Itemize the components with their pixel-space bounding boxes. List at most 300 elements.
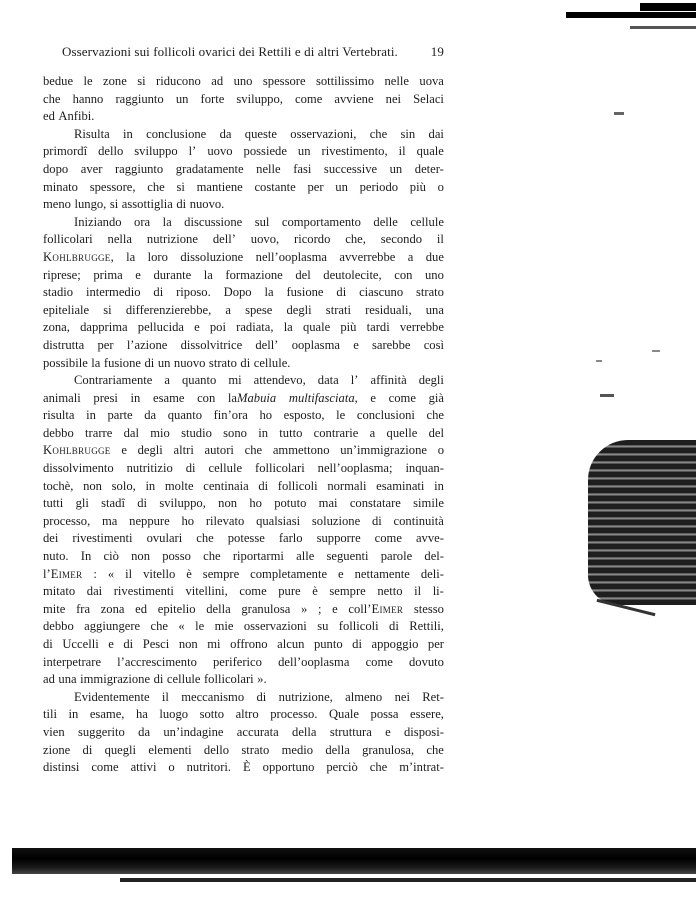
word: di (336, 285, 347, 300)
word: di (389, 619, 399, 634)
text-line (43, 425, 444, 443)
word: esaminati (376, 478, 425, 493)
word: fusione (286, 285, 324, 300)
word: medio (281, 742, 314, 757)
word: a (225, 302, 231, 317)
word: in (434, 478, 444, 493)
text-line (43, 495, 444, 513)
word: è (186, 566, 192, 581)
word: alcun (277, 637, 305, 651)
word: poi (209, 320, 226, 335)
word: l’ (350, 373, 359, 388)
word: le (83, 74, 93, 88)
word: follicoli (338, 619, 379, 634)
word: quanto (167, 408, 202, 423)
word: che (150, 619, 168, 634)
word: almeno (345, 689, 383, 704)
text-line (43, 161, 444, 179)
word: » (300, 601, 308, 616)
text-line (43, 179, 444, 197)
word: sviluppo, (159, 496, 206, 511)
text-line (43, 601, 444, 619)
word: per (307, 179, 324, 194)
word: avve- (415, 531, 444, 546)
word: supporre (316, 531, 361, 546)
word: e (353, 337, 359, 352)
text-line (43, 706, 444, 724)
word: Evidentemente (74, 689, 150, 704)
word: residuali, (365, 302, 412, 317)
word: Iniziando (74, 214, 122, 229)
word: m’intrat- (399, 760, 444, 775)
text-line (43, 407, 444, 425)
text-line (43, 654, 444, 672)
word: ricordo (294, 232, 331, 247)
word: assottiglia (121, 197, 173, 212)
word: di (371, 513, 382, 528)
word: sviluppo (134, 144, 178, 159)
word: non (218, 496, 238, 511)
word: rivestimento, (321, 144, 388, 159)
word: nutritizio (126, 461, 173, 476)
word: l’ (188, 144, 197, 159)
word: non (178, 637, 198, 651)
word: « (107, 566, 115, 581)
word: appoggio (371, 637, 419, 651)
scan-artifact-mark-3 (652, 350, 660, 352)
word: riportarmi (232, 549, 284, 564)
word: già (428, 390, 444, 405)
word: il (414, 584, 422, 599)
word: esame (152, 390, 185, 405)
word: altri (173, 443, 194, 458)
word: osservazioni (243, 619, 307, 634)
word: presi (93, 390, 118, 405)
word: strato (208, 355, 237, 370)
word: lungo, (74, 197, 107, 212)
word: trarre (85, 425, 113, 440)
scan-artifact-mark (614, 112, 624, 115)
text-line (43, 302, 444, 320)
word: deli- (420, 566, 444, 581)
word: mi (228, 373, 242, 388)
word: tutti (43, 496, 64, 511)
word: nutrizione (146, 232, 198, 247)
word: di (82, 742, 93, 757)
word: nettamente (354, 566, 410, 581)
word: potesse (227, 531, 265, 546)
word: un’indagine (163, 724, 224, 739)
word: di (256, 689, 267, 704)
word: che (426, 408, 444, 423)
word: ed (135, 601, 148, 616)
text-line (43, 478, 444, 496)
word: sempre (329, 584, 366, 599)
word: Anfibi. (58, 109, 95, 124)
word: elementi (148, 742, 192, 757)
word: uno (425, 267, 444, 282)
word: autori (204, 443, 234, 458)
word: rilevato (205, 513, 245, 528)
word: Rettili, (409, 619, 444, 634)
word: così (423, 337, 444, 352)
word: in (130, 390, 141, 405)
text-line (43, 724, 444, 742)
word: suggerito (77, 724, 125, 739)
word: da (144, 408, 157, 423)
word: a (369, 425, 376, 440)
word: di (176, 197, 187, 212)
word: laMabuia (227, 390, 277, 405)
word: un (157, 355, 171, 370)
word: la (162, 214, 172, 229)
text-line (43, 196, 444, 214)
word: la (203, 267, 213, 282)
word: spessore (262, 74, 306, 88)
scan-artifact-top-right-3 (630, 26, 696, 29)
text-line (43, 249, 444, 267)
word: conclusione (146, 126, 207, 141)
word: sin (400, 126, 416, 141)
word: forte (200, 91, 225, 106)
word: raggiunto (115, 91, 164, 106)
word: tutto (279, 425, 303, 440)
word: più (340, 320, 357, 335)
word: debbo (43, 425, 74, 440)
word: possibile (43, 355, 88, 370)
text-line (43, 742, 444, 760)
text-line (43, 108, 444, 126)
word: esame, (89, 707, 125, 722)
word: tardi (366, 320, 390, 335)
word: quale (416, 144, 444, 159)
word: alle (296, 549, 315, 564)
word: tochè, (43, 478, 74, 493)
word: discussione (184, 214, 243, 229)
word: si (137, 74, 146, 88)
word: bedue (43, 74, 74, 88)
word: successive (323, 161, 378, 176)
word: ciò (103, 549, 119, 564)
word: come (374, 531, 402, 546)
word: interpetrare (43, 654, 102, 669)
word: che (43, 91, 61, 106)
word: e (121, 443, 127, 458)
word: ciascuno (359, 285, 404, 300)
word: uno (233, 74, 253, 88)
word: mi (207, 637, 221, 651)
word: « (178, 619, 185, 634)
word: cellule (410, 214, 444, 229)
word: comportamento (281, 214, 361, 229)
word: di (352, 637, 362, 651)
word: ; (317, 601, 322, 616)
word: degli (286, 302, 312, 317)
word: follicolari (43, 232, 93, 247)
word: follicolari (255, 461, 305, 476)
word: qualsiasi (256, 513, 301, 528)
word: l’accrescimento (117, 654, 197, 669)
word: zona, (43, 320, 70, 335)
word: durante (153, 267, 192, 282)
word: secondo (380, 232, 423, 247)
word: di (144, 355, 155, 370)
word: ho (259, 408, 273, 423)
word: in (68, 707, 79, 722)
word: di (153, 672, 164, 687)
word: la (91, 355, 101, 370)
word: quale (302, 320, 331, 335)
word: nelle (384, 74, 409, 88)
word: constatare (349, 496, 401, 511)
text-line (43, 636, 444, 654)
text-line (43, 390, 444, 408)
word: in (145, 478, 156, 493)
word: sul (254, 214, 270, 229)
word: farlo (278, 531, 303, 546)
word: un (297, 144, 311, 159)
word: del- (424, 549, 444, 564)
word: che (147, 179, 165, 194)
word: sono (223, 425, 247, 440)
word: conclusioni (356, 408, 415, 423)
word: debbo (43, 619, 74, 634)
word: è (312, 584, 318, 599)
word: più (409, 179, 426, 194)
word: fra (76, 601, 91, 616)
word: ooplasma (291, 337, 340, 352)
word: in (123, 126, 133, 141)
word: come (365, 654, 393, 669)
word: di (153, 285, 164, 300)
word: prima (93, 267, 123, 282)
word: queste (244, 126, 277, 141)
body-text (43, 73, 444, 777)
text-line (43, 73, 444, 91)
word: dissolvitrice (180, 337, 243, 352)
word: accurata (236, 724, 279, 739)
word: riprese; (43, 267, 81, 282)
word: del (428, 425, 444, 440)
word: solo, (111, 478, 136, 493)
word: luogo (159, 707, 189, 722)
text-line (43, 143, 444, 161)
word: una (425, 302, 444, 317)
word: cellule. (253, 355, 291, 370)
word: per (427, 637, 444, 651)
scan-artifact-mark-4 (600, 394, 614, 397)
word: aver (80, 161, 103, 176)
word: Pesci (142, 637, 170, 651)
word: dell’ (212, 232, 236, 247)
word: della (206, 601, 231, 616)
page-number: 19 (430, 44, 444, 59)
word: meno (43, 197, 71, 212)
word: su (317, 619, 329, 634)
word: e (108, 637, 114, 651)
text-line (43, 460, 444, 478)
text-line (43, 284, 444, 302)
word: Quale (328, 707, 360, 722)
text-line (43, 566, 444, 584)
scan-bleed-through (588, 440, 696, 605)
word: o (437, 179, 444, 194)
word: in (258, 425, 269, 440)
word: offrono (230, 637, 268, 651)
word: nuovo. (189, 197, 225, 212)
word: In (80, 549, 92, 564)
word: simile (413, 496, 444, 511)
word: quegli (104, 742, 137, 757)
word: Kohlbrugge (43, 443, 111, 458)
word: meccanismo (181, 689, 245, 704)
word: verrebbe (399, 320, 444, 335)
word: hanno (72, 91, 104, 106)
text-line (43, 548, 444, 566)
word: riposo. (176, 285, 211, 300)
word: zione (43, 742, 71, 757)
word: a (164, 373, 170, 388)
word: nei (385, 91, 402, 106)
text-line (43, 689, 444, 707)
word: granulosa, (362, 742, 415, 757)
word: struttura (329, 724, 372, 739)
word: zona (100, 601, 125, 616)
word: risulta (43, 408, 75, 423)
word: opportuno (262, 760, 315, 775)
word: nelle (256, 161, 281, 176)
word: distrutta (43, 337, 85, 352)
text-line (43, 372, 444, 390)
word: multifasciata, (288, 390, 358, 405)
word: il (398, 144, 406, 159)
word: deutolecite, (323, 267, 382, 282)
word: rivestimenti (113, 584, 174, 599)
word: di (185, 461, 196, 476)
word: che (426, 742, 444, 757)
word: Kohlbrugge, (43, 249, 114, 264)
word: nuovo (173, 355, 206, 370)
word: ammettono (272, 443, 330, 458)
word: contrarie (313, 425, 359, 440)
word: si (176, 179, 185, 194)
running-title: Osservazioni sui follicoli ovarici dei Rettili e di altri Vertebrati. (62, 44, 398, 59)
word: uovo (207, 144, 233, 159)
word: li- (432, 584, 444, 599)
text-line (43, 91, 444, 109)
word: mantiene (196, 179, 243, 194)
word: strati (325, 302, 351, 317)
word: altro (235, 707, 259, 722)
word: le (195, 619, 205, 634)
word: data (317, 373, 339, 388)
text-line (43, 319, 444, 337)
word: e (332, 601, 338, 616)
word: netto (377, 584, 403, 599)
word: continuità (393, 513, 444, 528)
word: si (103, 302, 112, 317)
word: osservazioni, (290, 126, 357, 141)
word: possiede (243, 144, 287, 159)
word: spessore, (89, 179, 136, 194)
word: deter- (414, 161, 444, 176)
word: cellule (166, 672, 201, 687)
word: a (407, 249, 414, 264)
word: completamente (250, 566, 328, 581)
word: disposi- (404, 724, 444, 739)
word: fasi (293, 161, 312, 176)
word: epitelio (157, 601, 196, 616)
word: È (243, 760, 251, 775)
word: spese (245, 302, 273, 317)
text-line (43, 671, 444, 689)
word: ad (43, 672, 55, 687)
text-line (43, 231, 444, 249)
word: neppure (129, 513, 170, 528)
word: ho (181, 513, 195, 528)
word: la (264, 285, 274, 300)
word: quelle (386, 425, 418, 440)
word: rivestimenti (72, 531, 133, 546)
word: il (125, 566, 133, 581)
word: della (292, 724, 317, 739)
word: che (244, 443, 263, 458)
word: di (258, 478, 269, 493)
word: raggiunto (114, 161, 164, 176)
text-line (43, 355, 444, 373)
word: coll’Eimer (348, 601, 404, 616)
word: le (336, 408, 346, 423)
word: che (196, 531, 214, 546)
word: ovulari (146, 531, 183, 546)
text-line (43, 583, 444, 601)
word: il (161, 689, 169, 704)
word: Ret- (422, 689, 444, 704)
word: nei (394, 689, 410, 704)
word: e (135, 267, 141, 282)
word: di (240, 355, 251, 370)
word: essere, (410, 707, 444, 722)
word: delle (373, 214, 398, 229)
word: epiteliale (43, 302, 90, 317)
word: posso (162, 549, 191, 564)
word: di (123, 637, 134, 651)
word: ha (135, 707, 148, 722)
word: la (126, 249, 136, 264)
text-line (43, 513, 444, 531)
word: potuto (274, 496, 307, 511)
word: dei (43, 531, 59, 546)
text-line (43, 126, 444, 144)
word: mitato (43, 584, 76, 599)
word: Selaci (413, 91, 444, 106)
word: e (338, 566, 344, 581)
word: con (197, 390, 216, 405)
word: da (138, 724, 151, 739)
word: dovuto (408, 654, 444, 669)
word: attendevo, (253, 373, 306, 388)
word: nutritori. (186, 760, 232, 775)
word: follicoli (277, 478, 318, 493)
word: ho (249, 496, 262, 511)
word: che (203, 549, 221, 564)
word: intermedio (85, 285, 141, 300)
word: processo. (270, 707, 318, 722)
word: : (93, 566, 97, 581)
word: differenzierebbe, (125, 302, 212, 317)
word: dello (203, 742, 230, 757)
word: follicolari (203, 672, 254, 687)
